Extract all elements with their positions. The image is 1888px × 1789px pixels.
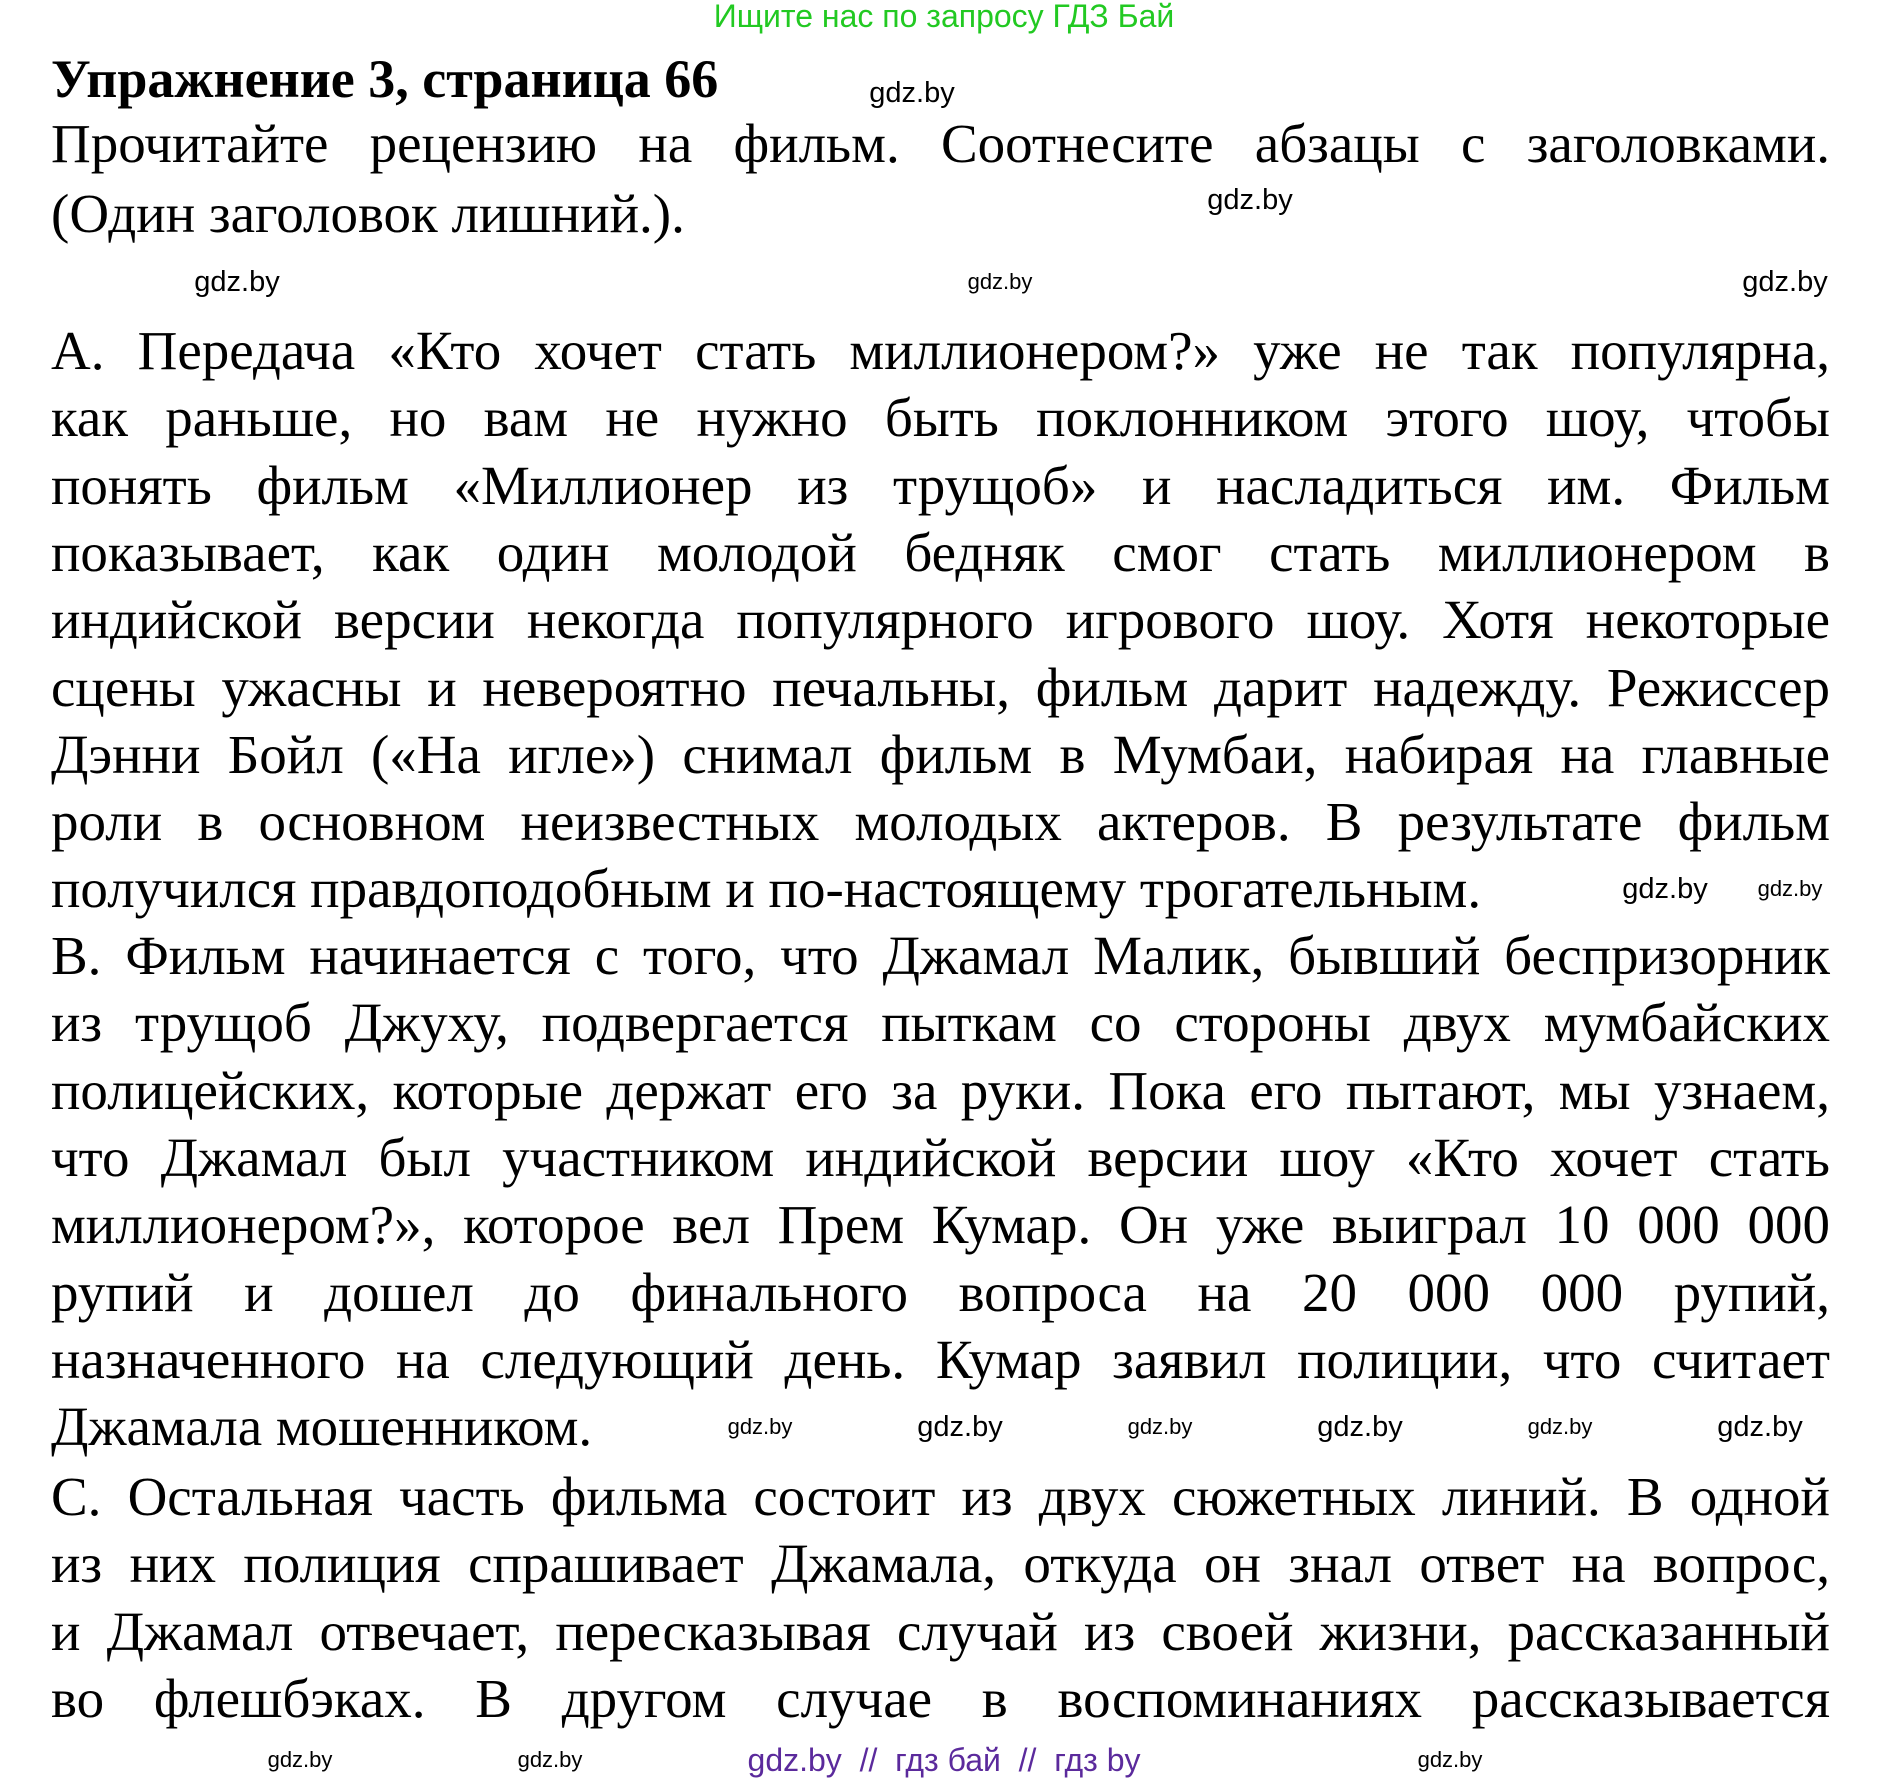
watermark: gdz.by <box>1757 876 1823 901</box>
paragraph-line: полицейских, которые держат его за руки. Пока его пытают, мы узнаем, <box>51 1059 1830 1121</box>
watermark: gdz.by <box>1527 1414 1593 1439</box>
watermark: gdz.by <box>267 1747 333 1772</box>
watermark: gdz.by <box>1207 184 1293 216</box>
paragraph-line: роли в основном неизвестных молодых актеров. В результате фильм <box>51 791 1830 853</box>
watermark: gdz.by <box>194 266 280 298</box>
paragraph-line: как раньше, но вам не нужно быть поклонником этого шоу, чтобы <box>51 387 1830 449</box>
paragraph-line: из трущоб Джуху, подвергается пыткам со стороны двух мумбайских <box>51 992 1830 1054</box>
instruction-line: (Один заголовок лишний.). <box>51 183 685 244</box>
paragraph-line: С. Остальная часть фильма состоит из двух сюжетных линий. В одной <box>51 1466 1830 1527</box>
watermark: gdz.by <box>1127 1414 1193 1439</box>
footer-links[interactable]: gdz.by // гдз бай // гдз by <box>747 1742 1141 1778</box>
paragraph-line: получился правдоподобным и по-настоящему трогательным. <box>51 858 1482 920</box>
watermark: gdz.by <box>1742 266 1828 298</box>
watermark: gdz.by <box>967 269 1033 294</box>
watermark: gdz.by <box>917 1411 1003 1443</box>
watermark: gdz.by <box>1417 1747 1483 1772</box>
paragraph-line: во флешбэках. В другом случае в воспоминаниях рассказывается <box>51 1667 1830 1729</box>
paragraph-line: сцены ужасны и невероятно печальны, фильм дарит надежду. Режиссер <box>51 656 1830 718</box>
page-title: Упражнение 3, страница 66 <box>51 49 719 109</box>
watermark: gdz.by <box>869 77 955 109</box>
watermark: gdz.by <box>1622 873 1708 905</box>
paragraph-line: понять фильм «Миллионер из трущоб» и насладиться им. Фильм <box>51 454 1830 516</box>
paragraph-line: Джамала мошенником. <box>51 1396 593 1458</box>
paragraph-line: рупий и дошел до финального вопроса на 20 000 000 рупий, <box>51 1261 1830 1323</box>
paragraph-line: миллионером?», которое вел Прем Кумар. Он уже выиграл 10 000 000 <box>51 1194 1830 1256</box>
paragraph-line: показывает, как один молодой бедняк смог стать миллионером в <box>51 521 1830 583</box>
paragraph-line: В. Фильм начинается с того, что Джамал Малик, бывший беспризорник <box>51 925 1830 986</box>
paragraph-line: А. Передача «Кто хочет стать миллионером?» уже не так популярна, <box>51 320 1830 381</box>
watermark: gdz.by <box>727 1414 793 1439</box>
instruction-line: Прочитайте рецензию на фильм. Соотнесите абзацы с заголовками. <box>51 113 1830 174</box>
watermark: gdz.by <box>1317 1411 1403 1443</box>
paragraph-line: из них полиция спрашивает Джамала, откуда он знал ответ на вопрос, <box>51 1533 1830 1595</box>
watermark: gdz.by <box>1717 1411 1803 1443</box>
paragraph-line: и Джамал отвечает, пересказывая случай из своей жизни, рассказанный <box>51 1600 1830 1662</box>
paragraph-line: что Джамал был участником индийской версии шоу «Кто хочет стать <box>51 1126 1830 1188</box>
top-banner[interactable]: Ищите нас по запросу ГДЗ Бай <box>713 0 1175 34</box>
paragraph-line: Дэнни Бойл («На игле») снимал фильм в Мумбаи, набирая на главные <box>51 723 1830 785</box>
paragraph-line: индийской версии некогда популярного игрового шоу. Хотя некоторые <box>51 589 1830 651</box>
watermark: gdz.by <box>517 1747 583 1772</box>
paragraph-line: назначенного на следующий день. Кумар заявил полиции, что считает <box>51 1328 1830 1390</box>
